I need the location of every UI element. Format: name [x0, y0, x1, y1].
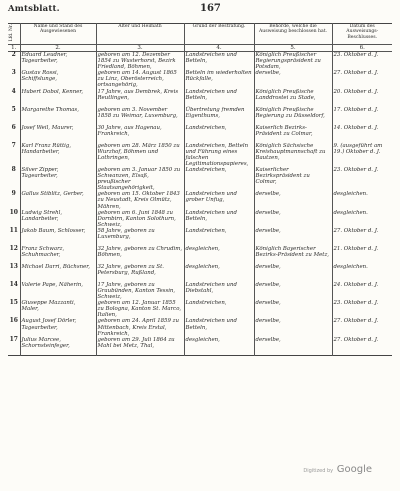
person-name: Valerie Pape, Näherin, [20, 282, 96, 300]
offense: desgleichen, [184, 337, 254, 356]
row-number: 3 [11, 69, 16, 77]
decision-date: desgleichen. [332, 191, 392, 209]
age-origin: geboren am 6. Juni 1848 zu Dornbirn, Kanton Solothurn, Schweiz, [96, 210, 184, 228]
person-name: Margarethe Thomas, [20, 107, 96, 125]
authority: derselbe, [254, 70, 332, 88]
age-origin: geboren am 28. März 1850 zu Wurzhof, Böhmen und Lothringen, [96, 143, 184, 167]
age-origin: geboren am 14. August 1865 zu Linz, Oberösterreich, ortsangehörig, [96, 70, 184, 88]
row-number: 16 [9, 317, 18, 325]
table-row [8, 107, 392, 125]
decision-date: 17. Oktober d. J. [332, 107, 392, 125]
table-row [8, 318, 392, 336]
row-number: 10 [9, 208, 18, 216]
person-name: Josef Weil, Maurer, [20, 125, 96, 143]
offense: Landstreichen, [184, 125, 254, 143]
age-origin: geboren am 12. Januar 1855 zu Bologna, Kanton St. Marco, Italien, [96, 300, 184, 318]
authority: derselbe, [254, 337, 332, 356]
person-name: Franz Schwarz, Schuhmacher, [20, 246, 96, 264]
table-row [8, 191, 392, 209]
offense: Landstreichen, Betteln und Führung eines falschen Legitimationspapieres, [184, 143, 254, 167]
table-row [8, 246, 392, 264]
table-row [8, 89, 392, 107]
decision-date: 14. Oktober d. J. [332, 125, 392, 143]
person-name: Giuseppe Mazzanti, Maler, [20, 300, 96, 318]
offense: Landstreichen, [184, 300, 254, 318]
digitized-watermark [303, 464, 372, 475]
authority: Königlich Preußische Regierung zu Düsseldorf, [254, 107, 332, 125]
person-name: August Josef Dörler, Tagearbeiter, [20, 318, 96, 336]
person-name: Ludwig Strehl, Landarbeiter, [20, 210, 96, 228]
page-number: 167 [200, 3, 221, 14]
authority: derselbe, [254, 318, 332, 336]
decision-date: 27. Oktober d. J. [332, 318, 392, 336]
age-origin: geboren am 12. Dezember 1854 zu Wusterhorst, Bezirk Friedland, Böhmen, [96, 52, 184, 71]
column-header-name: Name und Stand des Ausgewiesenen [20, 24, 96, 45]
column-number: 2. [20, 45, 96, 52]
person-name: Jakob Baum, Schlosser, [20, 228, 96, 246]
authority: Kaiserlich Bezirks-Präsident zu Colmar, [254, 125, 332, 143]
row-number: 15 [9, 299, 18, 307]
age-origin: 58 Jahre, geboren zu Luxemburg, [96, 228, 184, 246]
authority: derselbe, [254, 264, 332, 282]
column-header-date: Datum des Ausweisungs-Beschlusses. [332, 24, 392, 45]
column-number: 1. [8, 45, 20, 52]
row-number: 6 [11, 123, 16, 131]
decision-date: 23. Oktober d. J. [332, 52, 392, 71]
offense: Übertretung fremden Eigenthums, [184, 107, 254, 125]
authority: Königlich Sächsische Kreishauptmannschaft zu Bautzen, [254, 143, 332, 167]
person-name: Gustav Rossi, Schiffslunge, [20, 70, 96, 88]
row-number: 5 [11, 105, 16, 113]
age-origin: geboren am 3. November 1858 zu Weimar, Luxemburg, [96, 107, 184, 125]
authority: Königlich Bayerischer Bezirks-Präsident zu Metz, [254, 246, 332, 264]
offense: Landstreichen und Betteln, [184, 318, 254, 336]
table-row [8, 52, 392, 71]
table-row [8, 264, 392, 282]
gazette-title: Amtsblatt. [8, 4, 60, 14]
column-number-row [8, 45, 392, 52]
column-header-authority: Behörde, welche die Ausweisung beschlossen hat. [254, 24, 332, 45]
authority: derselbe, [254, 228, 332, 246]
table-row [8, 143, 392, 167]
google-logo: Google [336, 464, 372, 475]
row-number: 2 [11, 51, 16, 58]
row-number: 11 [9, 226, 18, 234]
offense: Landstreichen und grober Unfug, [184, 191, 254, 209]
table-row [8, 125, 392, 143]
column-number: 6. [332, 45, 392, 52]
offense: desgleichen, [184, 264, 254, 282]
age-origin: 32 Jahre, geboren zu Chrudim, Böhmen, [96, 246, 184, 264]
decision-date: 9. (ausgeführt am 19.) Oktober d. J. [332, 143, 392, 167]
column-number: 4. [184, 45, 254, 52]
table-row [8, 70, 392, 88]
table-row [8, 167, 392, 191]
table-row [8, 300, 392, 318]
row-number: 8 [11, 165, 16, 173]
row-number: 13 [9, 262, 18, 270]
offense: desgleichen, [184, 246, 254, 264]
expulsion-table [8, 23, 392, 356]
table-row [8, 210, 392, 228]
age-origin: geboren am 24. April 1859 zu Mittenbach, Kreis Erstal, Frankreich, [96, 318, 184, 336]
decision-date: 21. Oktober d. J. [332, 246, 392, 264]
row-number: 12 [9, 244, 18, 252]
decision-date: 27. Oktober d. J. [332, 337, 392, 356]
offense: Landstreichen, [184, 167, 254, 191]
person-name: Julius Marcee, Schornsteinfeger, [20, 337, 96, 356]
age-origin: geboren am 3. Januar 1850 zu Schwanzen, Elsaß, preußischer Staatsangehörigkeit, [96, 167, 184, 191]
offense: Landstreichen und Betteln, [184, 52, 254, 71]
row-number: 17 [9, 335, 18, 343]
table-header-row [8, 24, 392, 45]
authority: Kaiserlicher Bezirkspräsident zu Colmar, [254, 167, 332, 191]
person-name: Karl Franz Rüttig, Handarbeiter, [20, 143, 96, 167]
column-header-reason: Grund der Bestrafung. [184, 24, 254, 45]
row-number: 7 [11, 141, 16, 149]
offense: Landstreichen und Betteln, [184, 210, 254, 228]
person-name: Silver Zipper, Tagearbeiter, [20, 167, 96, 191]
digitized-label: Digitized by [303, 468, 334, 474]
table-row [8, 282, 392, 300]
decision-date: 23. Oktober d. J. [332, 300, 392, 318]
age-origin: geboren am 29. Juli 1864 zu Mahl bei Metz, Thal, [96, 337, 184, 356]
decision-date: 24. Oktober d. J. [332, 282, 392, 300]
authority: derselbe, [254, 191, 332, 209]
offense: Landstreichen und Betteln, [184, 89, 254, 107]
column-number: 3. [96, 45, 184, 52]
decision-date: 27. Oktober d. J. [332, 228, 392, 246]
offense: Landstreichen, [184, 228, 254, 246]
age-origin: geboren am 15. Oktober 1843 zu Neustadt, Kreis Olmütz, Mähren, [96, 191, 184, 209]
page-header [8, 4, 392, 18]
table-row [8, 337, 392, 356]
offense: Landstreichen und Diebstahl, [184, 282, 254, 300]
authority: derselbe, [254, 210, 332, 228]
age-origin: 17 Jahre, geboren zu Graubünden, Kanton Tessin, Schweiz, [96, 282, 184, 300]
row-number: 9 [11, 190, 16, 198]
decision-date: 23. Oktober d. J. [332, 167, 392, 191]
authority: Königlich Preußische Landdrostei zu Stade, [254, 89, 332, 107]
offense: Betteln im wiederholten Rückfalle, [184, 70, 254, 88]
table-body [8, 52, 392, 356]
decision-date: desgleichen. [332, 264, 392, 282]
person-name: Michael Darri, Büchsner, [20, 264, 96, 282]
authority: derselbe, [254, 300, 332, 318]
decision-date: 27. Oktober d. J. [332, 70, 392, 88]
age-origin: 17 Jahre, aus Dembrek, Kreis Reutlingen, [96, 89, 184, 107]
column-number: 5. [254, 45, 332, 52]
table-row [8, 228, 392, 246]
age-origin: 30 Jahre, aus Hagenau, Frankreich, [96, 125, 184, 143]
person-name: Hubert Dobol, Kenner, [20, 89, 96, 107]
person-name: Gallus Stiblitz, Gerber, [20, 191, 96, 209]
column-header-nr: Lfd. Nr. [8, 24, 20, 45]
decision-date: desgleichen. [332, 210, 392, 228]
column-header-origin: Alter und Heimath [96, 24, 184, 45]
row-number: 14 [9, 280, 18, 288]
row-number: 4 [11, 87, 16, 95]
authority: derselbe, [254, 282, 332, 300]
authority: Königlich Preußischer Regierungspräsident zu Potsdam, [254, 52, 332, 71]
decision-date: 20. Oktober d. J. [332, 89, 392, 107]
person-name: Eduard Leudner, Tagearbeiter, [20, 52, 96, 71]
age-origin: 32 Jahre, geboren zu St. Petersburg, Rußland, [96, 264, 184, 282]
